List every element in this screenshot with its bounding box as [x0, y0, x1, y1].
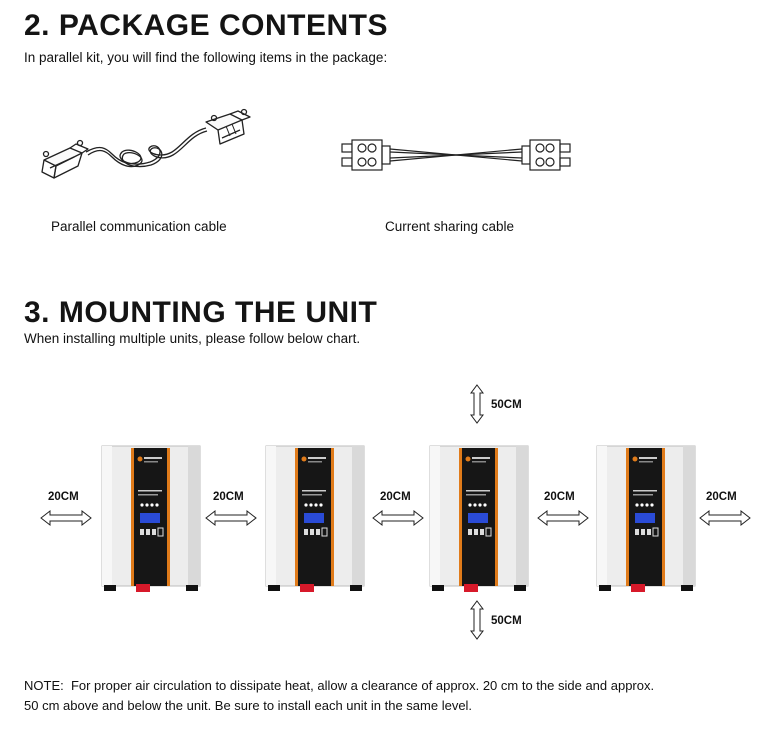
inverter-unit — [264, 444, 366, 594]
clearance-top-label: 50CM — [491, 399, 522, 411]
clearance-note — [24, 676, 764, 716]
clearance-side-label: 20CM — [706, 491, 737, 503]
clearance-side-label: 20CM — [213, 491, 244, 503]
note-line-1: NOTE: For proper air circulation to dissipate heat, allow a clearance of approx. 20 cm to the side and approx. — [24, 678, 655, 693]
clearance-side-label: 20CM — [48, 491, 79, 503]
horizontal-clearance-arrow-icon — [699, 510, 751, 526]
current-sharing-cable-label: Current sharing cable — [385, 219, 515, 234]
mounting-intro-text: When installing multiple units, please follow below chart. — [24, 331, 361, 346]
horizontal-clearance-arrow-icon — [40, 510, 92, 526]
clearance-side-label: 20CM — [544, 491, 575, 503]
package-intro-text: In parallel kit, you will find the following items in the package: — [24, 50, 388, 65]
vertical-clearance-bottom-arrow-icon — [470, 600, 484, 640]
vertical-clearance-top-arrow-icon — [470, 384, 484, 424]
section-title-mounting: 3. MOUNTING THE UNIT — [24, 296, 378, 329]
inverter-unit — [428, 444, 530, 594]
connector-cable-icon — [336, 134, 576, 180]
horizontal-clearance-arrow-icon — [205, 510, 257, 526]
horizontal-clearance-arrow-icon — [537, 510, 589, 526]
section-title-package-contents: 2. PACKAGE CONTENTS — [24, 9, 388, 42]
clearance-bottom-label: 50CM — [491, 615, 522, 627]
note-line-2: 50 cm above and below the unit. Be sure to install each unit in the same level. — [24, 698, 473, 713]
parallel-cable-label: Parallel communication cable — [51, 219, 227, 234]
clearance-side-label: 20CM — [380, 491, 411, 503]
horizontal-clearance-arrow-icon — [372, 510, 424, 526]
inverter-unit — [595, 444, 697, 594]
serial-cable-icon — [30, 108, 260, 198]
inverter-unit — [100, 444, 202, 594]
